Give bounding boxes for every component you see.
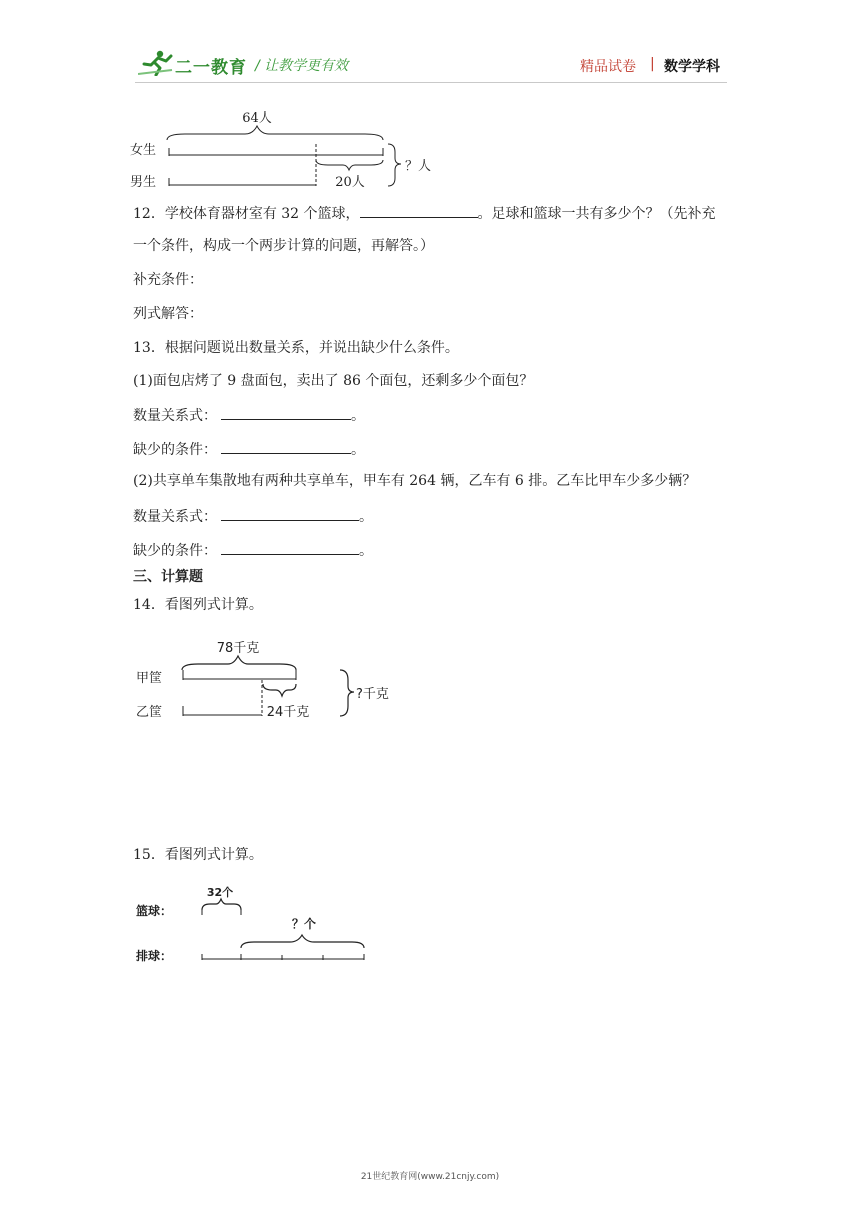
period: 。 [351, 442, 365, 458]
diagram-baskets [130, 630, 400, 726]
basketball-count-label: 32个 [206, 886, 234, 899]
subject-tag: 数学学科 [664, 59, 720, 75]
boys-row-label: 男生 [130, 175, 157, 190]
premium-tag: 精品试卷 [580, 59, 636, 75]
basket-a-total-label: 78千克 [216, 641, 260, 656]
q13-part1-missing [133, 439, 365, 459]
q14-title: 14．看图列式计算。 [133, 597, 263, 613]
volleyball-question-label: ？个 [291, 917, 317, 931]
girls-row-label: 女生 [130, 143, 157, 158]
basket-difference-label: 24千克 [266, 705, 310, 720]
missing-blank[interactable] [221, 439, 351, 454]
page-footer: 21世纪教育网(www.21cnjy.com) [360, 1172, 500, 1182]
basket-b-label: 乙筐 [136, 705, 163, 720]
relation-blank[interactable] [221, 506, 359, 521]
total-question-label: ？人 [405, 159, 432, 174]
missing-blank[interactable] [221, 540, 359, 555]
diagram-girls-boys [125, 104, 445, 196]
missing-label: 缺少的条件： [133, 543, 217, 559]
basketball-brace [202, 899, 241, 910]
period: 。 [359, 543, 373, 559]
basketball-label: 篮球： [136, 904, 173, 918]
header-separator: | [650, 56, 655, 72]
diagram-balls [130, 880, 380, 970]
page-header [0, 0, 860, 100]
basket-total-brace [340, 670, 354, 716]
basket-total-question: ?千克 [356, 687, 389, 702]
girls-top-brace [167, 126, 383, 140]
basket-difference-brace [263, 684, 296, 696]
q13-part2-relation [133, 506, 373, 526]
difference-brace [316, 160, 383, 170]
q13-part2-missing [133, 540, 373, 560]
q12-line2: 一个条件，构成一个两步计算的问题，再解答。） [133, 238, 434, 254]
relation-label: 数量关系式： [133, 509, 217, 525]
total-right-brace [388, 144, 401, 186]
relation-label: 数量关系式： [133, 408, 217, 424]
q12-answer-blank[interactable] [360, 203, 478, 218]
q12-text-a: 12．学校体育器材室有 32 个篮球， [133, 206, 360, 222]
basket-a-label: 甲筐 [136, 671, 163, 686]
basket-a-top-brace [182, 656, 296, 670]
q13-part2: (2)共享单车集散地有两种共享单车，甲车有 264 辆，乙车有 6 排。乙车比甲车少多少辆？ [133, 473, 697, 489]
q12-text-b: 。足球和篮球一共有多少个？（先补充 [477, 206, 716, 222]
q12-supplement-label: 补充条件： [133, 272, 203, 288]
q12-line1 [133, 203, 716, 223]
runner-logo-icon [138, 50, 174, 76]
relation-blank[interactable] [221, 405, 351, 420]
q12-solve-label: 列式解答： [133, 306, 203, 322]
volleyball-label: 排球： [136, 949, 173, 963]
missing-label: 缺少的条件： [133, 442, 217, 458]
volleyball-brace [241, 935, 364, 948]
slogan: / 让教学更有效 [255, 58, 349, 74]
logo-text: 二一教育 [175, 58, 247, 78]
header-divider [135, 82, 727, 83]
q13-part1-relation [133, 405, 365, 425]
section-3-title: 三、计算题 [133, 569, 203, 585]
difference-label: 20人 [335, 175, 365, 190]
total-girls-label: 64人 [242, 111, 272, 126]
q13-part1: (1)面包店烤了 9 盘面包，卖出了 86 个面包，还剩多少个面包？ [133, 373, 534, 389]
q13-title: 13．根据问题说出数量关系，并说出缺少什么条件。 [133, 340, 459, 356]
period: 。 [359, 509, 373, 525]
period: 。 [351, 408, 365, 424]
q15-title: 15．看图列式计算。 [133, 847, 263, 863]
